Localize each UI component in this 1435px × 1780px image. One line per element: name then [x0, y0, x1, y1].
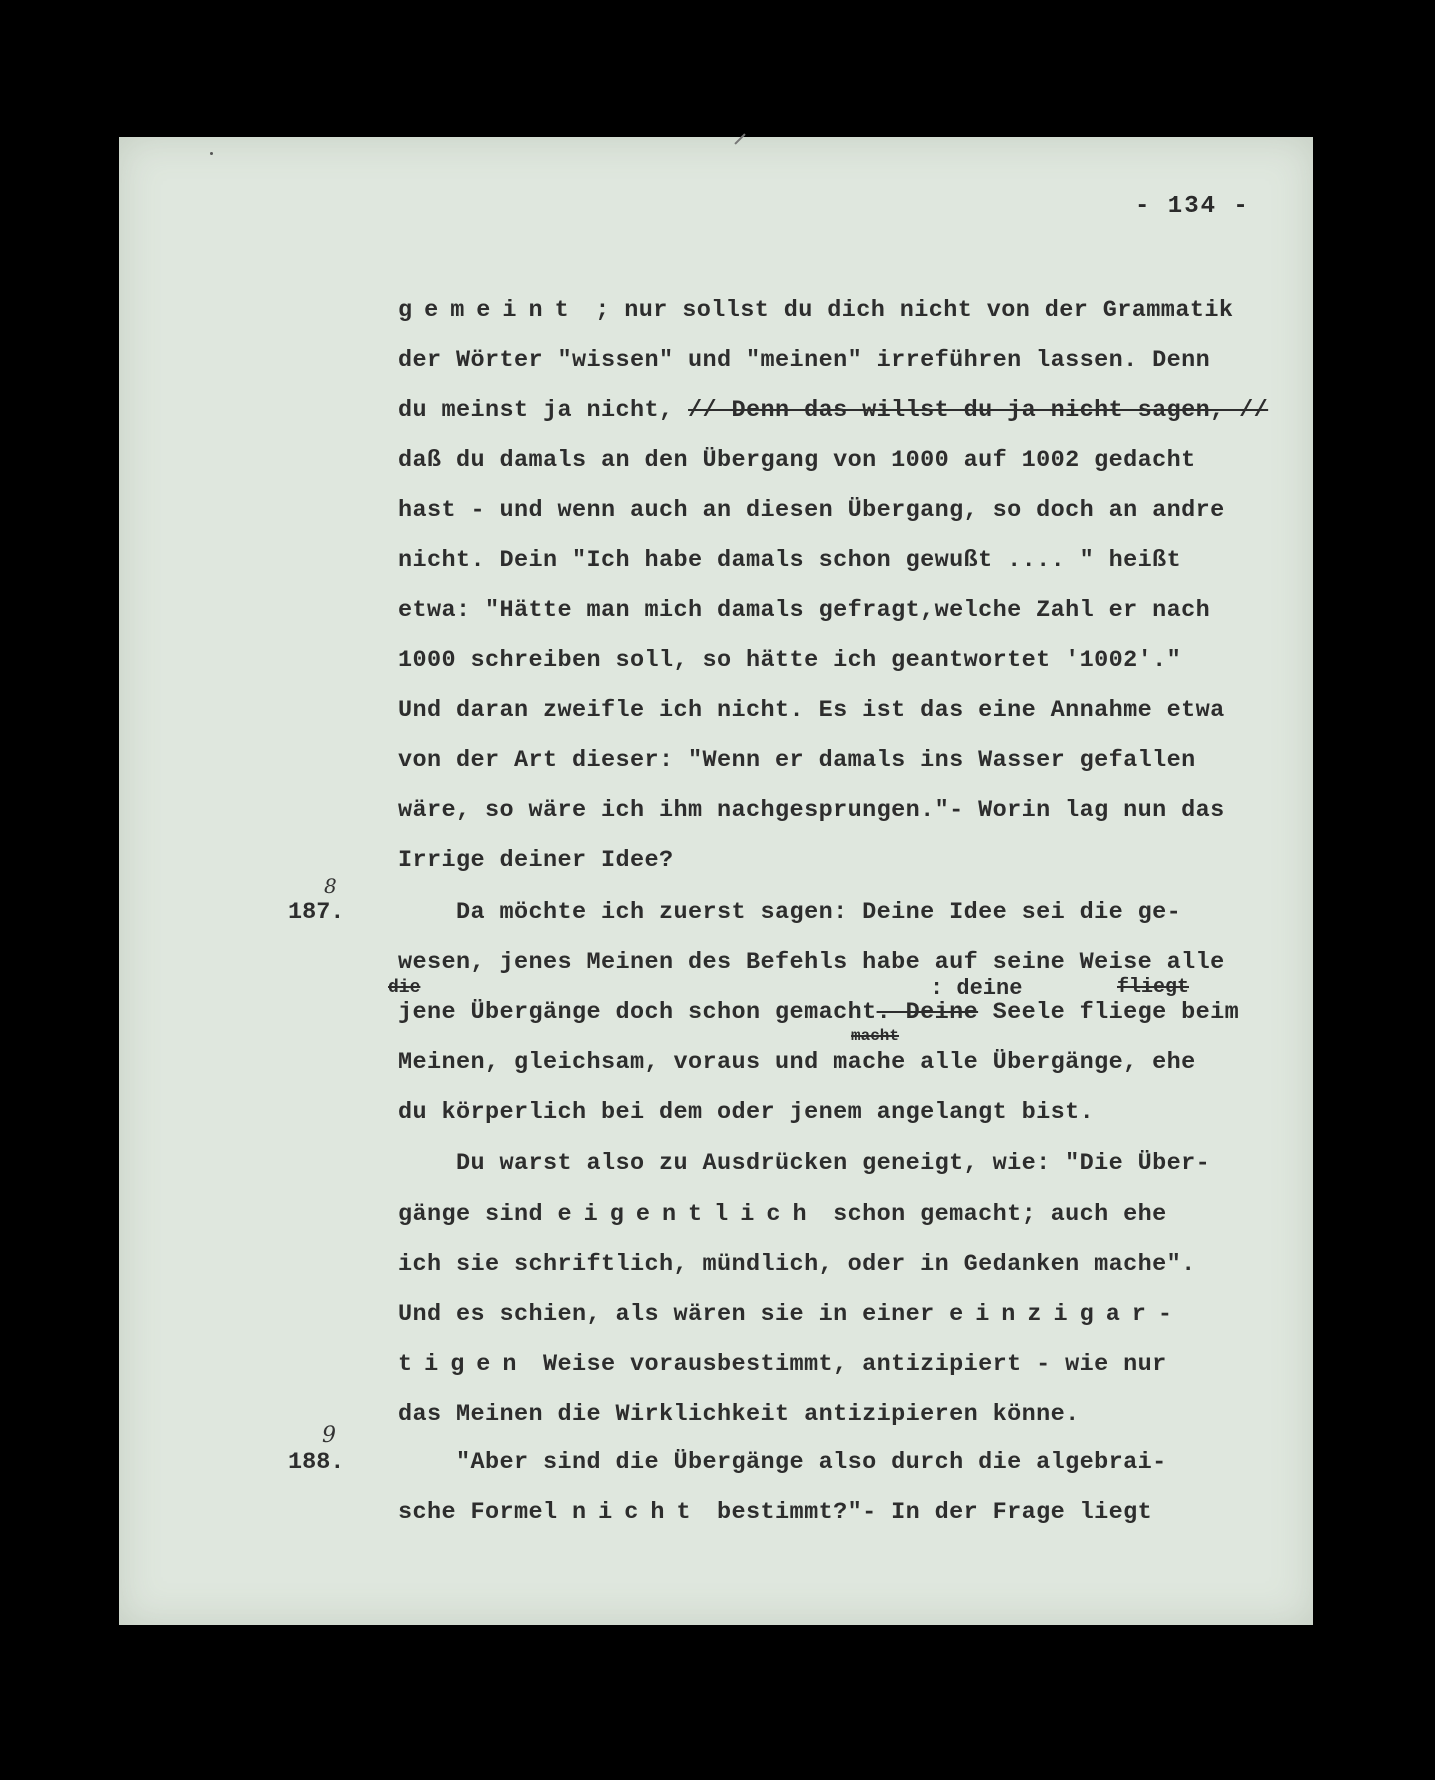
struck-interlinear-die: die — [388, 978, 421, 998]
text-line: ich sie schriftlich, mündlich, oder in Gedanken mache". — [398, 1251, 1196, 1278]
page-number: - 134 - — [1135, 193, 1250, 220]
text-line — [398, 296, 1233, 326]
line-segment: jene Übergänge doch schon gemacht — [398, 999, 877, 1026]
spaced-emphasis: nicht — [572, 1499, 703, 1526]
struck-text: // Denn das willst du ja nicht sagen, // — [688, 397, 1269, 424]
spaced-emphasis: eigentlich — [557, 1201, 819, 1228]
spaced-emphasis: gemeint — [398, 297, 581, 324]
text-line — [398, 396, 1268, 426]
spaced-emphasis: tigen — [398, 1351, 529, 1378]
spaced-emphasis: einzigar- — [949, 1301, 1185, 1328]
text-line: Da möchte ich zuerst sagen: Deine Idee sei die ge- — [398, 899, 1182, 926]
line-segment: sche Formel — [398, 1499, 573, 1526]
text-line: 1000 schreiben soll, so hätte ich geantwortet '1002'." — [398, 647, 1182, 674]
text-line: hast - und wenn auch an diesen Übergang, so doch an andre — [398, 497, 1225, 524]
line-segment: bestimmt?"- In der Frage liegt — [702, 1499, 1153, 1526]
text-line — [398, 998, 1239, 1028]
text-line: wäre, so wäre ich ihm nachgesprungen."- Worin lag nun das — [398, 797, 1225, 824]
text-line: wesen, jenes Meinen des Befehls habe auf seine Weise alle — [398, 949, 1225, 976]
paragraph-number-188: 188. — [288, 1449, 345, 1476]
paragraph-number-187: 187. — [288, 899, 345, 926]
text-line: Und daran zweifle ich nicht. Es ist das eine Annahme etwa — [398, 697, 1225, 724]
interlinear-deine: : deine — [930, 976, 1023, 1001]
text-line: nicht. Dein "Ich habe damals schon gewußt .... " heißt — [398, 547, 1182, 574]
text-line — [398, 1300, 1184, 1330]
text-line: Irrige deiner Idee? — [398, 847, 674, 874]
handwritten-correction-9: 9 — [322, 1423, 336, 1448]
text-line — [398, 1200, 1167, 1230]
line-segment: Und es schien, als wären sie in einer — [398, 1301, 950, 1328]
text-line: von der Art dieser: "Wenn er damals ins Wasser gefallen — [398, 747, 1196, 774]
text-line — [398, 1498, 1152, 1528]
text-line: der Wörter "wissen" und "meinen" irreführen lassen. Denn — [398, 347, 1211, 374]
line-segment: Weise vorausbestimmt, antizipiert - wie nur — [528, 1351, 1167, 1378]
line-segment: gänge sind — [398, 1201, 558, 1228]
text-line: "Aber sind die Übergänge also durch die algebrai- — [398, 1449, 1167, 1476]
line-segment: du meinst ja nicht, — [398, 397, 689, 424]
text-line: etwa: "Hätte man mich damals gefragt,welche Zahl er nach — [398, 597, 1211, 624]
text-line: daß du damals an den Übergang von 1000 auf 1002 gedacht — [398, 447, 1196, 474]
text-line: Meinen, gleichsam, voraus und mache alle Übergänge, ehe — [398, 1049, 1196, 1076]
text-line: du körperlich bei dem oder jenem angelangt bist. — [398, 1099, 1095, 1126]
struck-interlinear-macht: macht — [851, 1027, 900, 1045]
line-segment: Seele fliege beim — [978, 999, 1240, 1026]
speck-mark — [210, 152, 213, 155]
text-line: Du warst also zu Ausdrücken geneigt, wie: "Die Über- — [398, 1150, 1211, 1177]
struck-text: . Deine — [876, 999, 979, 1026]
text-line: das Meinen die Wirklichkeit antizipieren könne. — [398, 1401, 1080, 1428]
handwritten-correction-8: 8 — [324, 874, 337, 898]
text-line — [398, 1350, 1167, 1380]
line-segment: schon gemacht; auch ehe — [818, 1201, 1167, 1228]
line-segment: ; nur sollst du dich nicht von der Grammatik — [580, 297, 1234, 324]
struck-interlinear-fliegt: fliegt — [1117, 976, 1190, 999]
